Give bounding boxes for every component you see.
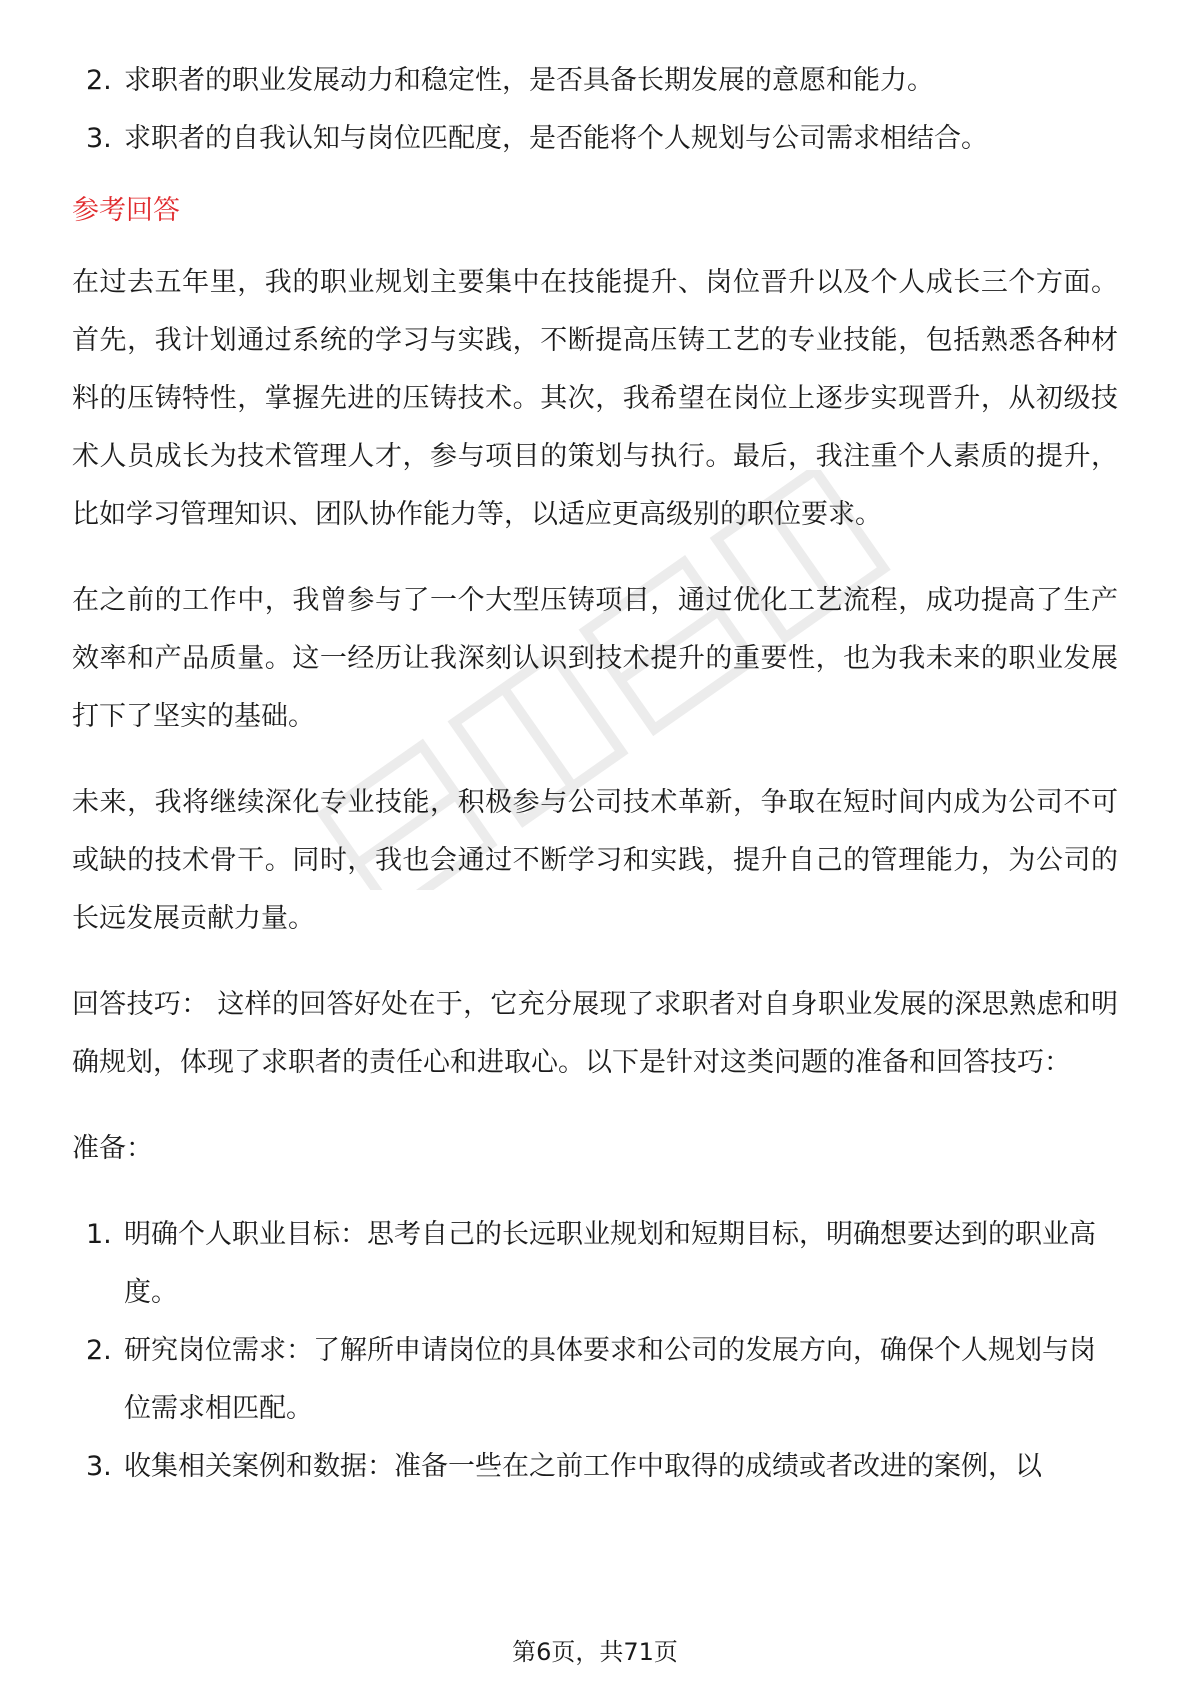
list-text: 研究岗位需求：了解所申请岗位的具体要求和公司的发展方向，确保个人规划与岗位需求相匹配。 [124, 1335, 1096, 1424]
list-item [72, 110, 1118, 168]
list-number: 3. [86, 123, 112, 154]
list-number: 2. [86, 65, 112, 96]
answer-heading: 参考回答 [72, 195, 180, 226]
paragraph: 回答技巧： 这样的回答好处在于，它充分展现了求职者对自身职业发展的深思熟虑和明确规划，体现了求职者的责任心和进取心。以下是针对这类问题的准备和回答技巧： [72, 989, 1118, 1078]
list-item [72, 52, 1118, 110]
document-body [72, 52, 1118, 1496]
list-item [72, 1438, 1118, 1496]
list-text: 明确个人职业目标：思考自己的长远职业规划和短期目标，明确想要达到的职业高度。 [124, 1219, 1096, 1308]
list-text: 求职者的自我认知与岗位匹配度，是否能将个人规划与公司需求相结合。 [124, 123, 988, 154]
paragraph: 在过去五年里，我的职业规划主要集中在技能提升、岗位晋升以及个人成长三个方面。首先，我计划通过系统的学习与实践，不断提高压铸工艺的专业技能，包括熟悉各种材料的压铸特性，掌握先进的压铸技术。其次，我希望在岗位上逐步实现晋升，从初级技术人员成长为技术管理人才，参与项目的策划与执行。最后，我注重个人素质的提升，比如学习管理知识、团队协作能力等，以适应更高级别的职位要求。 [72, 267, 1118, 530]
list-number: 1. [86, 1219, 112, 1250]
list-item [72, 1322, 1118, 1438]
list-text: 收集相关案例和数据：准备一些在之前工作中取得的成绩或者改进的案例，以 [124, 1451, 1042, 1482]
page-footer: 第6页，共71页 [512, 1638, 678, 1666]
prep-list [72, 1206, 1118, 1496]
list-number: 2. [86, 1335, 112, 1366]
list-text: 求职者的职业发展动力和稳定性，是否具备长期发展的意愿和能力。 [124, 65, 934, 96]
prep-label: 准备： [72, 1133, 153, 1164]
list-number: 3. [86, 1451, 112, 1482]
paragraph: 未来，我将继续深化专业技能，积极参与公司技术革新，争取在短时间内成为公司不可或缺的技术骨干。同时，我也会通过不断学习和实践，提升自己的管理能力，为公司的长远发展贡献力量。 [72, 787, 1118, 934]
requirements-list [72, 52, 1118, 168]
list-item [72, 1206, 1118, 1322]
paragraph: 在之前的工作中，我曾参与了一个大型压铸项目，通过优化工艺流程，成功提高了生产效率和产品质量。这一经历让我深刻认识到技术提升的重要性，也为我未来的职业发展打下了坚实的基础。 [72, 585, 1118, 732]
